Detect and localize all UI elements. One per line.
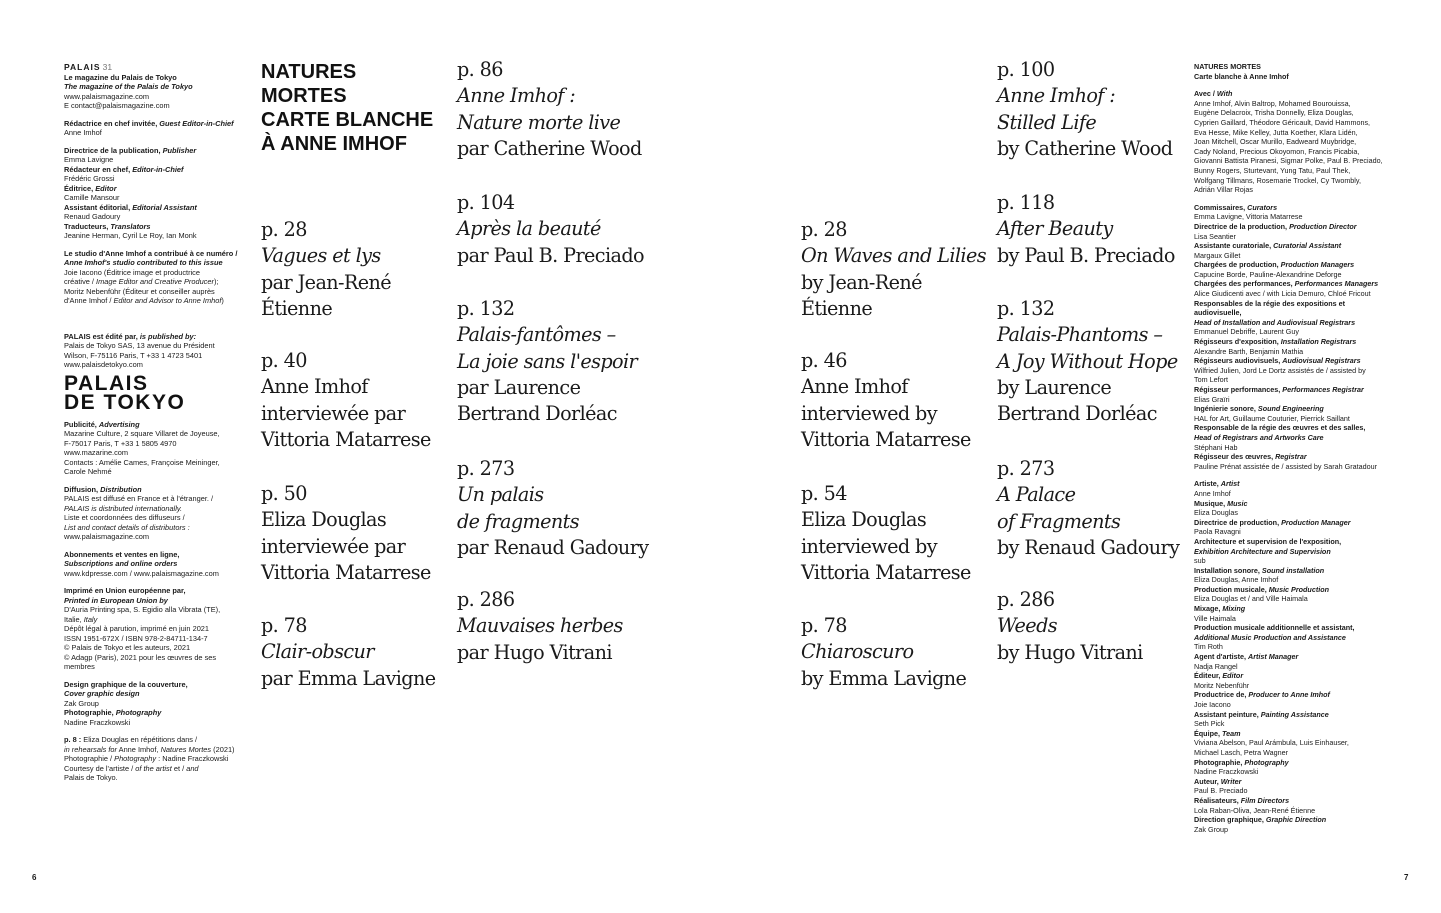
toc-author: par Renaud Gadoury (457, 535, 649, 559)
credit-role-en: Artist Manager (1248, 652, 1299, 662)
credit-role-fr: Assistant peinture, (1194, 709, 1261, 719)
credit-role-en: Exhibition Architecture and Supervision (1194, 546, 1331, 556)
credit-role (1194, 815, 1394, 825)
toc-article-title: A Palace (997, 483, 1076, 507)
exhibition-credits (1194, 62, 1394, 842)
credit-role-en: Sound Engineering (1257, 404, 1324, 414)
credit-role-en: Editor (1222, 671, 1244, 681)
credit-role-en: Production Director (1289, 221, 1357, 231)
credit-role-en: Audiovisual Registrars (1282, 356, 1361, 366)
credit-role-fr: Direction graphique, (1194, 815, 1266, 825)
credit-role-fr: Mixage, (1194, 604, 1223, 614)
toc-article-title: Anne Imhof : (457, 84, 576, 108)
toc-author: by Jean-René (801, 270, 922, 294)
staff-role-en: Publisher (162, 145, 197, 155)
toc-author: par Laurence (457, 375, 581, 399)
toc-author: par Paul B. Preciado (457, 243, 644, 267)
toc-author: Vittoria Matarrese (801, 427, 971, 451)
toc-entry[interactable] (997, 587, 1187, 666)
participant-line: Eva Hesse, Mike Kelley, Jutta Koether, Klara Lidén, (1194, 127, 1358, 137)
credit-name: Alice Giudicenti avec / with Licia Demuro, Chloé Fricout (1194, 289, 1371, 299)
toc-page-number: p. 273 (457, 457, 515, 480)
participant-line: Bunny Rogers, Sturtevant, Yung Tatu, Paul Thek, (1194, 165, 1351, 175)
toc-page-number: p. 286 (457, 588, 515, 611)
credit-role-fr: Productrice de, (1194, 690, 1249, 700)
credit-role-fr: Agent d'artiste, (1194, 652, 1249, 662)
credit-name: Zak Group (1194, 824, 1228, 834)
credit-name: Eliza Douglas (1194, 508, 1238, 518)
credit-name: Eliza Douglas, Anne Imhof (1194, 575, 1279, 585)
participant-line: Joan Mitchell, Oscar Murillo, Eadweard Muybridge, (1194, 137, 1357, 147)
credit-role-en: Writer (1220, 776, 1242, 786)
staff-role (64, 165, 244, 175)
toc-author: interviewée par (261, 401, 406, 425)
page-title: NATURES MORTES CARTE BLANCHE À ANNE IMHOF (261, 61, 434, 155)
toc-author: by Paul B. Preciado (997, 243, 1175, 267)
credit-role-fr: Régisseurs d'exposition, (1194, 337, 1281, 347)
participant-line: Eugène Delacroix, Trisha Donnelly, Eliza Douglas, (1194, 108, 1354, 118)
credit-role-fr: Installation sonore, (1194, 565, 1262, 575)
participants: Avec / With Anne Imhof, Alvin Baltrop, Mohamed Bourouissa, Eugène Delacroix, Trisha Donnelly, Eliza Douglas, Cyprien Gaillard, Théodore Géricault, David Hammons, Eva Hesse, Mike Kelley, Jutta Koether, Klara Lidén, Joan Mitchell, Oscar Murillo, Eadweard Muybridge, Cady Noland, Precious Okoyomon, Francis Picabia, Giovanni Battista Piranesi, Sigmar Polke, Paul B. Preciado, Bunny Rogers, Sturtevant, Yung Tatu, Paul Thek, Wolfgang Tillmans, Rosemarie Trockel, Cy Twombly, Adrián Villar Rojas (1194, 89, 1394, 195)
toc-article-title: Vagues et lys (261, 244, 381, 268)
staff-role (64, 184, 244, 194)
credit-role-en: Production Managers (1280, 260, 1355, 270)
tagline-fr: Le magazine du Palais de Tokyo (64, 72, 177, 82)
credit-name: Paola Ravagni (1194, 527, 1241, 537)
toc-entry[interactable] (997, 57, 1187, 162)
credit-name: Eliza Douglas et / and Ville Haimala (1194, 594, 1308, 604)
credit-role-en: Music (1227, 498, 1248, 508)
credit-role-en: Painting Assistance (1260, 709, 1329, 719)
printing: Imprimé en Union européenne par, Printed in European Union by D'Auria Printing spa, S. Egidio alla Vibrata (TE), Italie, Italy Dépôt légal à parution, imprimé en juin 2021 ISSN 1951-672X / ISBN 978-2-84711-134-7 © Palais de Tokyo et les auteurs, 2021 © Adagp (Paris), 2021 pour les œuvres de ses membres (64, 586, 221, 671)
toc-author: by Catherine Wood (997, 136, 1173, 160)
toc-entry[interactable] (997, 190, 1187, 269)
toc-article-title: Anne Imhof : (997, 84, 1116, 108)
credit-role-en: Installation Registrars (1280, 337, 1357, 347)
website[interactable]: www.palaismagazine.com (64, 91, 150, 101)
participant-line: Adrián Villar Rojas (1194, 185, 1253, 195)
credit-role (1194, 777, 1394, 787)
cover-caption: p. 8 : Eliza Douglas en répétitions dans / in rehearsals for Anne Imhof, Natures Mortes (2021) Photographie / Photography : Nadine Fraczkowski Courtesy de l'artiste / of the artist et / and Palais de Tokyo. (64, 735, 235, 782)
credit-role-fr: Chargées des performances, (1194, 279, 1295, 289)
staff-name: Emma Lavigne (64, 155, 114, 164)
credit-role (1194, 690, 1394, 700)
staff-role (64, 146, 244, 156)
credit-role-en: Film Directors (1240, 795, 1290, 805)
credit-role-fr: Responsables de la régie des expositions et audiovisuelle, (1194, 298, 1345, 318)
credit-role-en: Performances Managers (1294, 279, 1379, 289)
credit-role-fr: Responsable de la régie des œuvres et des salles, (1194, 423, 1366, 433)
credit-role-en: Music Production (1268, 584, 1329, 594)
curatorial-team (1194, 203, 1394, 472)
credit-role (1194, 260, 1394, 270)
toc-page-number: p. 104 (457, 191, 515, 214)
toc-page-number: p. 273 (997, 457, 1055, 480)
credit-role (1194, 671, 1394, 681)
staff-list (64, 146, 244, 241)
toc-author: par Emma Lavigne (261, 666, 436, 690)
credit-role-fr: Production musicale, (1194, 584, 1269, 594)
toc-author: Anne Imhof (801, 375, 908, 399)
credit-role (1194, 758, 1394, 768)
publisher: PALAIS est édité par, is published by: Palais de Tokyo SAS, 13 avenue du Président Wilson, F-75116 Paris, T +33 1 4723 5401 www.palaisdetokyo.com (64, 331, 215, 369)
palais-de-tokyo-logo: PALAIS DE TOKYO (64, 371, 186, 414)
toc-entry[interactable] (457, 587, 657, 666)
toc-article-title: Chiaroscuro (801, 640, 914, 664)
credit-role-fr: Directrice de production, (1194, 517, 1282, 527)
staff-role-en: Editor-in-Chief (132, 164, 184, 174)
credit-name: Tom Lefort (1194, 375, 1228, 385)
credit-name: Elias Graïri (1194, 394, 1230, 404)
credit-name: Lola Raban-Oliva, Jean-René Étienne (1194, 805, 1316, 815)
credit-role (1194, 241, 1394, 251)
credit-name: sub (1194, 556, 1206, 566)
toc-author: interviewée par (261, 534, 406, 558)
toc-entry[interactable] (801, 481, 991, 586)
issue-number: 31 (102, 62, 113, 72)
toc-article-title: of Fragments (997, 509, 1121, 533)
toc-page-number: p. 78 (801, 614, 847, 637)
toc-page-number: p. 132 (457, 297, 515, 320)
credit-role-fr: Architecture et supervision de l'exposition, (1194, 536, 1342, 546)
guest-editor: Rédactrice en chef invitée, Guest Editor-in-Chief Anne Imhof (64, 118, 234, 137)
credit-role-en: Head of Installation and Audiovisual Registrars (1194, 317, 1356, 327)
toc-author: Vittoria Matarrese (261, 560, 431, 584)
credit-role (1194, 452, 1394, 462)
staff-role-en: Editor (95, 183, 117, 193)
credit-role (1194, 652, 1394, 662)
toc-author: Anne Imhof (261, 375, 368, 399)
toc-article-title: de fragments (457, 509, 579, 533)
credit-role (1194, 433, 1394, 443)
toc-author: Vittoria Matarrese (801, 560, 971, 584)
advertising: Publicité, Advertising Mazarine Culture, 2 square Villaret de Joyeuse, F-75017 Paris, T +33 1 5805 4970 www.mazarine.com Contacts : Amélie Cames, Françoise Meininger, Carole Nehmé (64, 419, 220, 476)
credit-name: Nadja Rangel (1194, 661, 1238, 671)
credit-name: Ville Haimala (1194, 613, 1236, 623)
credits-head: NATURES MORTES Carte blanche à Anne Imhof (1194, 62, 1289, 81)
toc-page-number: p. 100 (997, 58, 1055, 81)
credit-role-fr: Assistante curatoriale, (1194, 241, 1274, 251)
credit-role (1194, 633, 1394, 643)
toc-article-title: Weeds (997, 614, 1057, 638)
credit-role-en: Mixing (1222, 604, 1246, 614)
toc-article-title: Clair-obscur (261, 640, 374, 664)
toc-entry[interactable] (457, 57, 657, 162)
toc-page-number: p. 86 (457, 58, 503, 81)
credit-role-fr: Chargées de production, (1194, 260, 1281, 270)
colophon (64, 63, 244, 791)
credit-role-en: Curatorial Assistant (1273, 241, 1342, 251)
credit-role (1194, 337, 1394, 347)
credit-name: Stéphani Hab (1194, 442, 1238, 452)
distribution: Diffusion, Distribution PALAIS est diffusé en France et à l'étranger. / PALAIS is distributed internationally. Liste et coordonnées des diffuseurs / List and contact details of distributors : www.palaismagazine.com (64, 484, 214, 541)
credit-name: Viviana Abelson, Paul Arámbula, Luis Einhauser, (1194, 738, 1349, 748)
toc-entry[interactable] (261, 613, 451, 692)
participant-line: Wolfgang Tillmans, Rosemarie Trockel, Cy Twombly, (1194, 175, 1361, 185)
toc-article-title: A Joy Without Hope (997, 349, 1178, 373)
toc-page-number: p. 28 (261, 218, 307, 241)
credit-role (1194, 623, 1394, 633)
toc-entry[interactable] (997, 296, 1187, 427)
credit-role (1194, 203, 1394, 213)
toc-author: by Hugo Vitrani (997, 640, 1143, 664)
toc-entry[interactable] (457, 190, 657, 269)
credit-role-fr: Artiste, (1194, 479, 1221, 489)
toc-author: Étienne (801, 296, 873, 320)
staff-role-fr: Assistant éditorial, (64, 202, 133, 212)
credit-name: Capucine Borde, Pauline-Alexandrine Deforge (1194, 269, 1342, 279)
credit-name: Seth Pick (1194, 719, 1225, 729)
credit-role-en: Curators (1247, 202, 1278, 212)
toc-page-number: p. 286 (997, 588, 1055, 611)
toc-author: by Laurence (997, 375, 1112, 399)
staff-name: Renaud Gadoury (64, 212, 121, 221)
toc-entry[interactable] (261, 217, 451, 322)
toc-entry[interactable] (997, 456, 1187, 561)
participant-line: Anne Imhof, Alvin Baltrop, Mohamed Bourouissa, (1194, 98, 1351, 108)
toc-author: par Catherine Wood (457, 136, 642, 160)
toc-page-number: p. 132 (997, 297, 1055, 320)
credit-role (1194, 537, 1394, 547)
credit-name: HAL for Art, Guillaume Couturier, Pierrick Saillant (1194, 413, 1350, 423)
toc-article-title: Stilled Life (997, 110, 1097, 134)
toc-article-title: After Beauty (997, 217, 1113, 241)
credit-role-fr: Auteur, (1194, 776, 1221, 786)
credit-role-fr: Ingénierie sonore, (1194, 404, 1258, 414)
credit-role (1194, 547, 1394, 557)
toc-entry[interactable] (261, 481, 451, 586)
credit-role (1194, 318, 1394, 328)
toc-entry[interactable] (457, 456, 657, 561)
credit-role-en: Performances Registrar (1282, 385, 1364, 394)
credit-name: Moritz Nebenführ (1194, 680, 1250, 690)
credit-name: Paul B. Preciado (1194, 786, 1248, 796)
participant-line: Cyprien Gaillard, Théodore Géricault, David Hammons, (1194, 117, 1371, 127)
credit-name: Michael Lasch, Petra Wagner (1194, 747, 1289, 757)
credit-role-fr: Production musicale additionnelle et assistant, (1194, 623, 1355, 633)
toc-entry[interactable] (457, 296, 657, 427)
toc-article-title: Après la beauté (457, 217, 601, 241)
toc-article-title: Palais-Phantoms – (997, 323, 1163, 347)
staff-role-fr: Directrice de la publication, (64, 145, 163, 155)
toc-author: par Hugo Vitrani (457, 640, 612, 664)
credit-role (1194, 222, 1394, 232)
credit-name: Margaux Gillet (1194, 250, 1241, 260)
toc-author: interviewed by (801, 401, 937, 425)
credit-role (1194, 279, 1394, 289)
credit-role-fr: Régisseurs audiovisuels, (1194, 356, 1283, 366)
credit-role (1194, 385, 1394, 395)
credit-name: Lisa Seantier (1194, 231, 1236, 241)
toc-author: Eliza Douglas (801, 508, 927, 532)
participant-line: Cady Noland, Precious Okoyomon, Francis Picabia, (1194, 146, 1360, 156)
credit-name: Emmanuel Debriffe, Laurent Guy (1194, 327, 1299, 337)
toc-entry[interactable] (801, 348, 991, 453)
credit-role-en: Artist (1220, 479, 1240, 489)
staff-name: Camille Mansour (64, 193, 120, 202)
credit-name: Joie Iacono (1194, 700, 1231, 709)
staff-role-fr: Éditrice, (64, 183, 96, 193)
tagline-en: The magazine of the Palais de Tokyo (64, 82, 193, 91)
credit-role (1194, 479, 1394, 489)
credit-role-en: Production Manager (1281, 517, 1351, 527)
credit-role-en: Sound installation (1261, 565, 1325, 575)
credit-role (1194, 423, 1394, 433)
toc-entry[interactable] (801, 217, 991, 322)
toc-article-title: Nature morte live (457, 110, 621, 134)
toc-page-number: p. 28 (801, 218, 847, 241)
masthead (64, 63, 244, 111)
credit-role-fr: Musique, (1194, 498, 1228, 508)
toc-article-title: La joie sans l'espoir (457, 349, 638, 373)
toc-author: Vittoria Matarrese (261, 427, 431, 451)
artist-team (1194, 479, 1394, 834)
credit-role-fr: Photographie, (1194, 757, 1245, 767)
magazine-name: PALAIS (64, 62, 101, 72)
credit-role (1194, 518, 1394, 528)
credit-role-fr: Réalisateurs, (1194, 795, 1241, 805)
toc-article-title: On Waves and Lilies (801, 244, 986, 268)
credit-role (1194, 299, 1394, 318)
toc-page-number: p. 54 (801, 482, 847, 505)
toc-article-title: Un palais (457, 483, 544, 507)
page-number-right: 7 (1404, 873, 1409, 882)
staff-role-en: Translators (110, 221, 151, 231)
credit-name: Alexandre Barth, Benjamin Mathia (1194, 346, 1304, 356)
toc-page-number: p. 40 (261, 349, 307, 372)
credit-role-fr: Éditeur, (1194, 671, 1223, 681)
credit-role-en: Graphic Direction (1265, 815, 1327, 825)
design-credits: Design graphique de la couverture, Cover graphic design Zak Group Photographie, Photography Nadine Fraczkowski (64, 679, 188, 727)
credit-role-fr: Régisseur des œuvres, (1194, 452, 1276, 462)
toc-author: by Emma Lavigne (801, 666, 967, 690)
staff-role-fr: Traducteurs, (64, 221, 111, 231)
credit-role (1194, 404, 1394, 414)
credit-name: Wilfried Julien, Jord Le Dortz assistés de / assisted by (1194, 365, 1366, 375)
toc-author: Bertrand Dorléac (997, 402, 1157, 426)
studio-credits: Le studio d'Anne Imhof a contribué à ce numéro / Anne Imhof's studio contributed to this issue Joie Iacono (Éditrice image et productrice créative / Image Editor and Creative Producer); Moritz Nebenführ (Éditeur et conseiller auprès d'Anne Imhof / Editor and Advisor to Anne Imhof) (64, 248, 238, 305)
credit-role (1194, 499, 1394, 509)
staff-role-fr: Rédacteur en chef, (64, 164, 133, 174)
credit-role-en: Additional Music Production and Assistance (1194, 632, 1346, 642)
toc-article-title: Mauvaises herbes (457, 614, 623, 638)
participant-line: Giovanni Battista Piranesi, Sigmar Polke, Paul B. Preciado, (1194, 156, 1383, 166)
credit-role (1194, 585, 1394, 595)
credit-role (1194, 566, 1394, 576)
credit-role-en: Registrar (1275, 452, 1307, 462)
toc-page-number: p. 46 (801, 349, 847, 372)
credit-role-en: Head of Registrars and Artworks Care (1194, 432, 1324, 442)
toc-author: interviewed by (801, 534, 937, 558)
credit-role (1194, 729, 1394, 739)
credit-role (1194, 604, 1394, 614)
toc-author: par Jean-René (261, 270, 392, 294)
credit-role-fr: Équipe, (1194, 728, 1222, 738)
toc-entry[interactable] (261, 348, 451, 453)
credit-name: Pauline Prénat assistée de / assisted by Sarah Gratadour (1194, 461, 1377, 471)
staff-role (64, 203, 244, 213)
staff-name: Jeanine Herman, Cyril Le Roy, Ian Monk (64, 231, 197, 240)
toc-author: Bertrand Dorléac (457, 402, 617, 426)
staff-role (64, 222, 244, 232)
staff-role-en: Editorial Assistant (132, 202, 197, 212)
toc-page-number: p. 118 (997, 191, 1055, 214)
credit-role-fr: Directrice de la production, (1194, 221, 1290, 231)
toc-article-title: Palais-fantômes – (457, 323, 616, 347)
credit-role-fr: Commissaires, (1194, 202, 1248, 212)
credit-role (1194, 356, 1394, 366)
toc-author: by Renaud Gadoury (997, 535, 1180, 559)
toc-author: Eliza Douglas (261, 508, 387, 532)
credit-role (1194, 796, 1394, 806)
toc-page-number: p. 50 (261, 482, 307, 505)
credit-role-en: Producer to Anne Imhof (1248, 690, 1330, 700)
credit-name: Emma Lavigne, Vittoria Matarrese (1194, 212, 1303, 222)
credit-role (1194, 710, 1394, 720)
staff-name: Frédéric Grossi (64, 174, 115, 183)
page-number-left: 6 (32, 873, 37, 882)
credit-role-en: Team (1221, 728, 1241, 738)
subscriptions: Abonnements et ventes en ligne, Subscriptions and online orders www.kdpresse.com / www.palaismagazine.com (64, 549, 219, 578)
credit-role-fr: Régisseur performances, (1194, 385, 1283, 394)
toc-entry[interactable] (801, 613, 991, 692)
credit-name: Nadine Fraczkowski (1194, 767, 1259, 777)
credit-role-en: Photography (1244, 757, 1289, 767)
toc-page-number: p. 78 (261, 614, 307, 637)
credit-name: Anne Imhof (1194, 488, 1231, 498)
toc-author: Étienne (261, 296, 333, 320)
credit-name: Tim Roth (1194, 642, 1223, 652)
contact-email[interactable]: E contact@palaismagazine.com (64, 101, 170, 110)
